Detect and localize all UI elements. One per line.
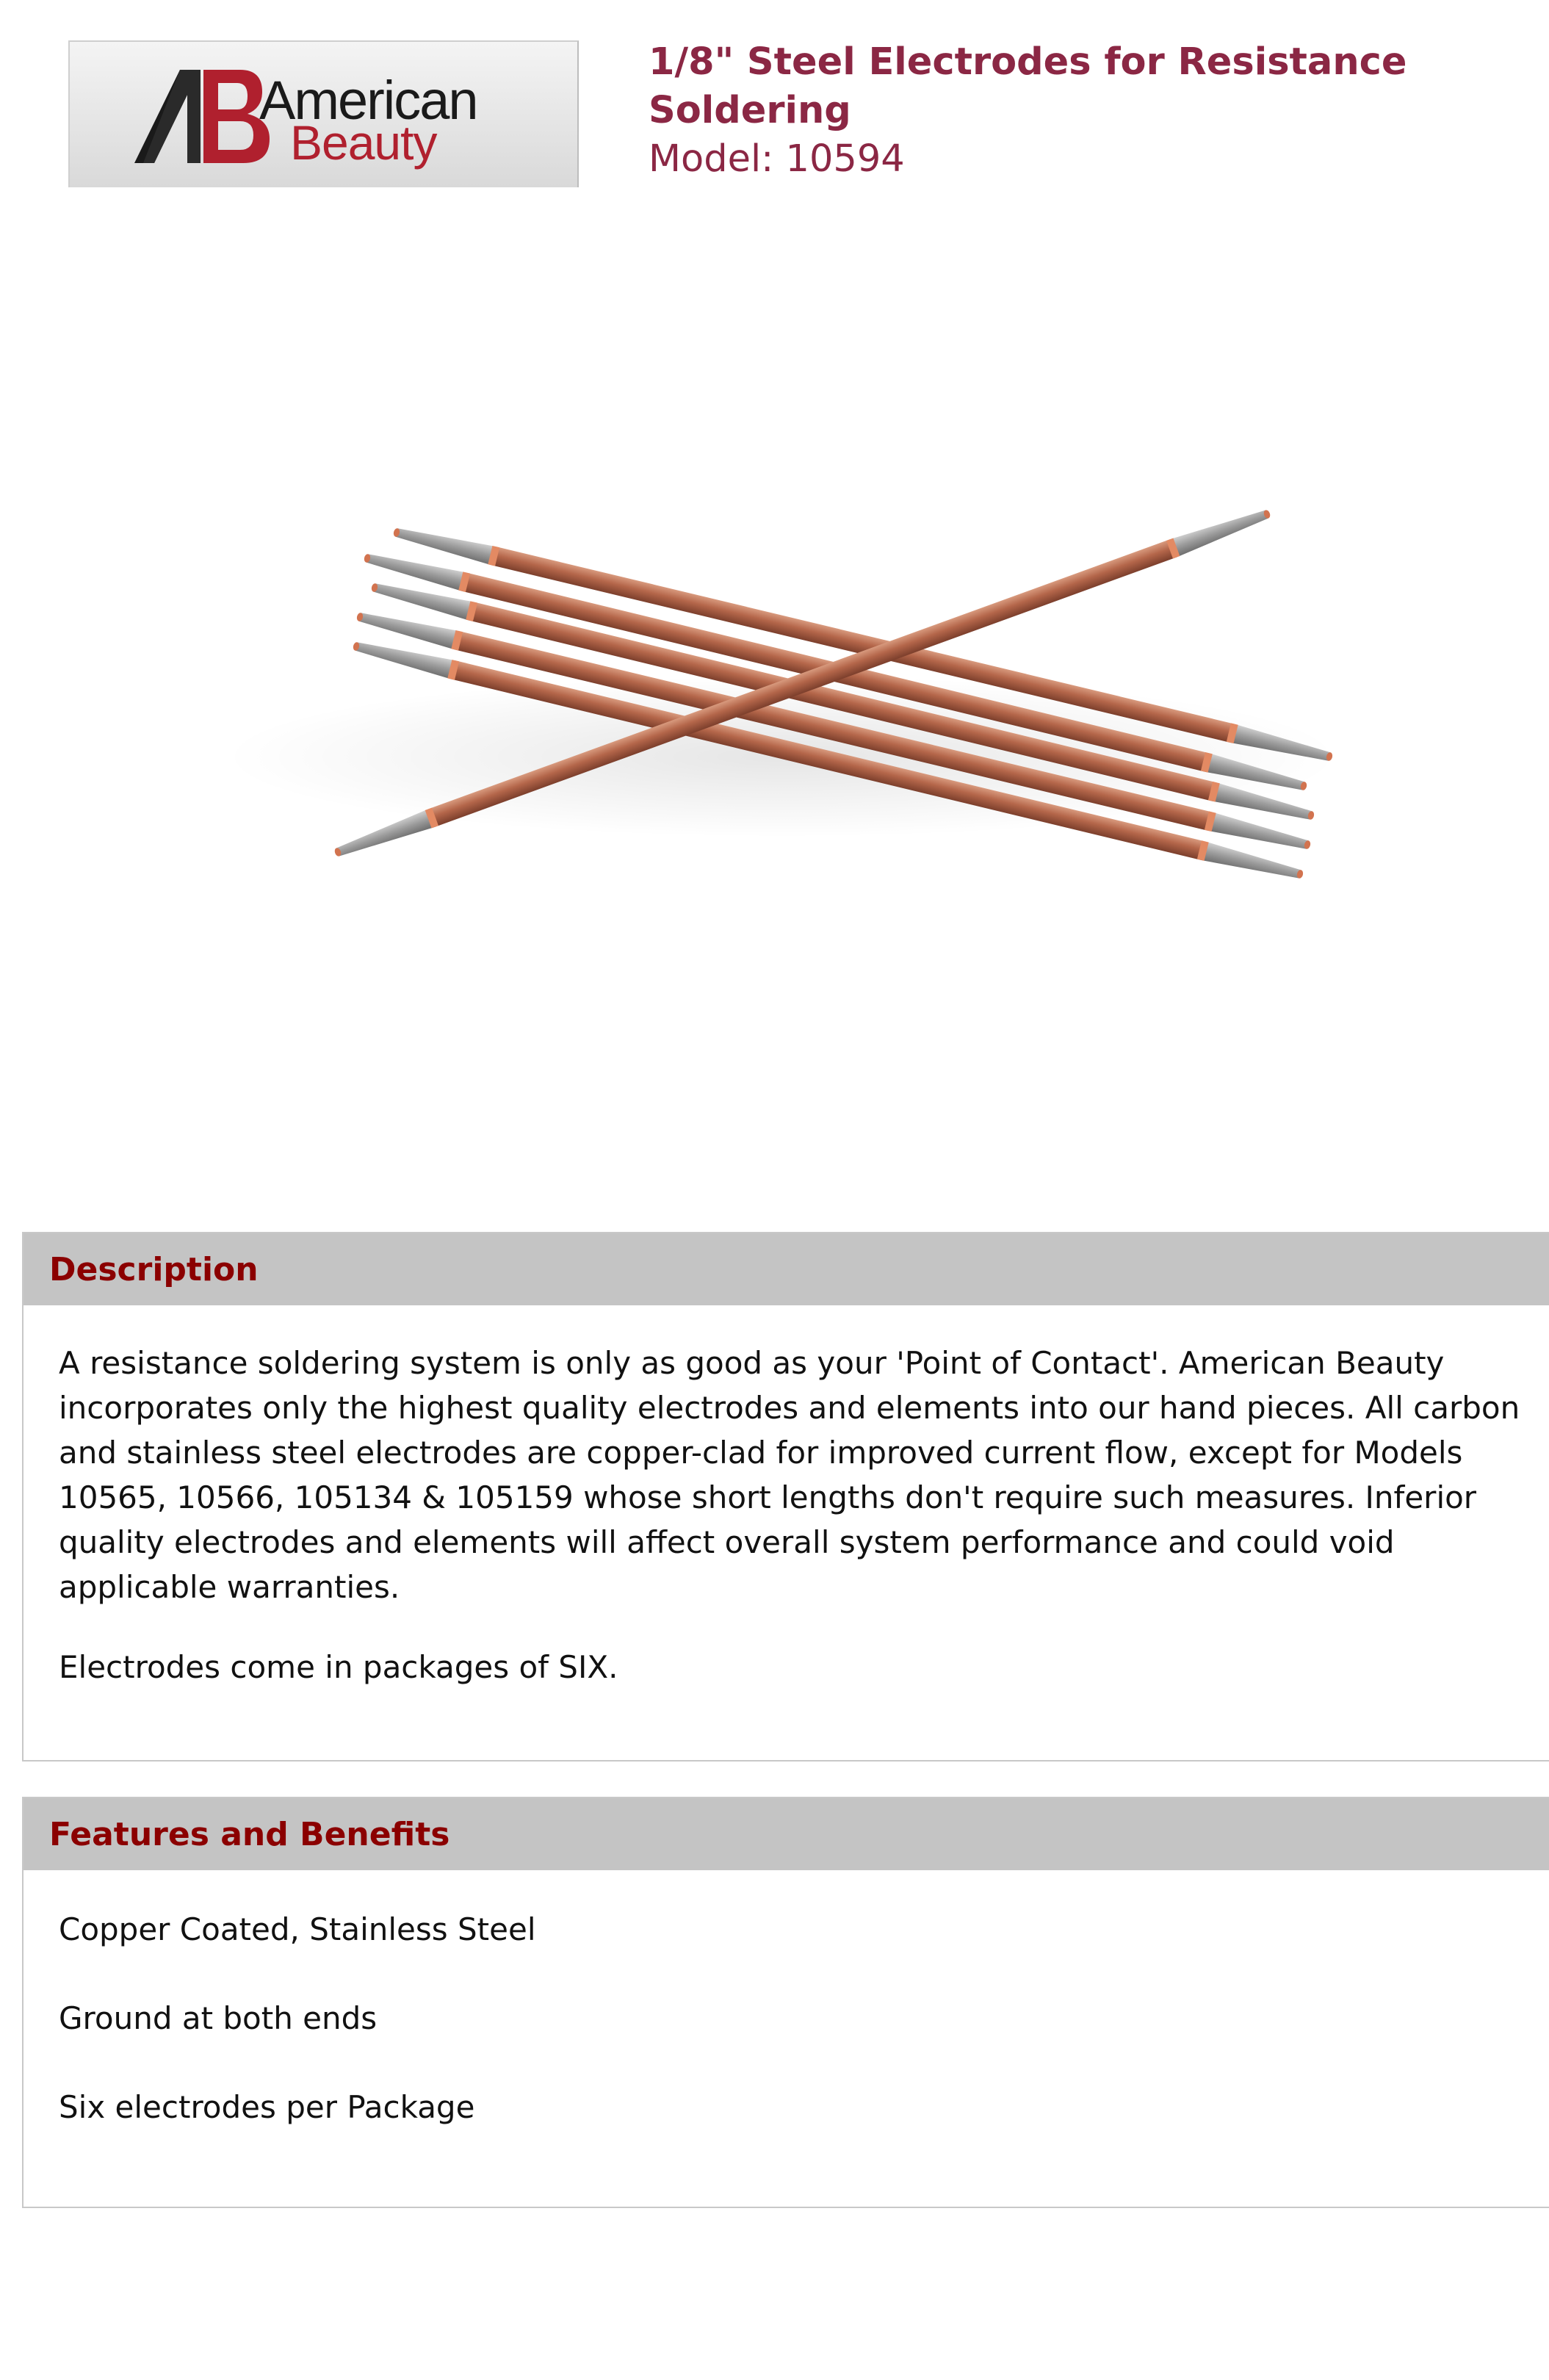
product-title: 1/8" Steel Electrodes for Resistance Soldering (649, 40, 1407, 132)
description-heading: Description (49, 1250, 259, 1288)
description-header (24, 1233, 1549, 1305)
feature-item: Six electrodes per Package (59, 2089, 475, 2125)
feature-item: Copper Coated, Stainless Steel (59, 1911, 536, 1947)
brand-logo[interactable] (68, 40, 579, 187)
features-section (22, 1797, 1549, 2208)
model-number: Model: 10594 (649, 137, 905, 181)
feature-item: Ground at both ends (59, 2000, 378, 2036)
description-section (22, 1232, 1549, 1761)
features-header (24, 1798, 1549, 1870)
description-paragraph: Electrodes come in packages of SIX. (59, 1649, 618, 1685)
product-image (136, 272, 1517, 1036)
features-body (24, 1870, 1549, 2130)
product-header (649, 38, 1493, 184)
american-beauty-logo-icon (70, 42, 579, 187)
description-paragraph: A resistance soldering system is only as good as your 'Point of Contact'. American Beauty incorporates only the highest quality electrodes and elements into our hand pieces. All carbon and stainless steel electrodes are copper-clad for improved current flow, except for Models 10565, 10566, 105134 & 105159 whose short lengths don't require such measures. Inferior quality electrodes and elements will affect overall system performance and could void applicable warranties. (59, 1345, 1520, 1605)
description-body (24, 1305, 1549, 1690)
logo-text-beauty: Beauty (290, 115, 437, 170)
features-heading: Features and Benefits (49, 1815, 450, 1853)
logo-text-american: American (259, 70, 477, 131)
